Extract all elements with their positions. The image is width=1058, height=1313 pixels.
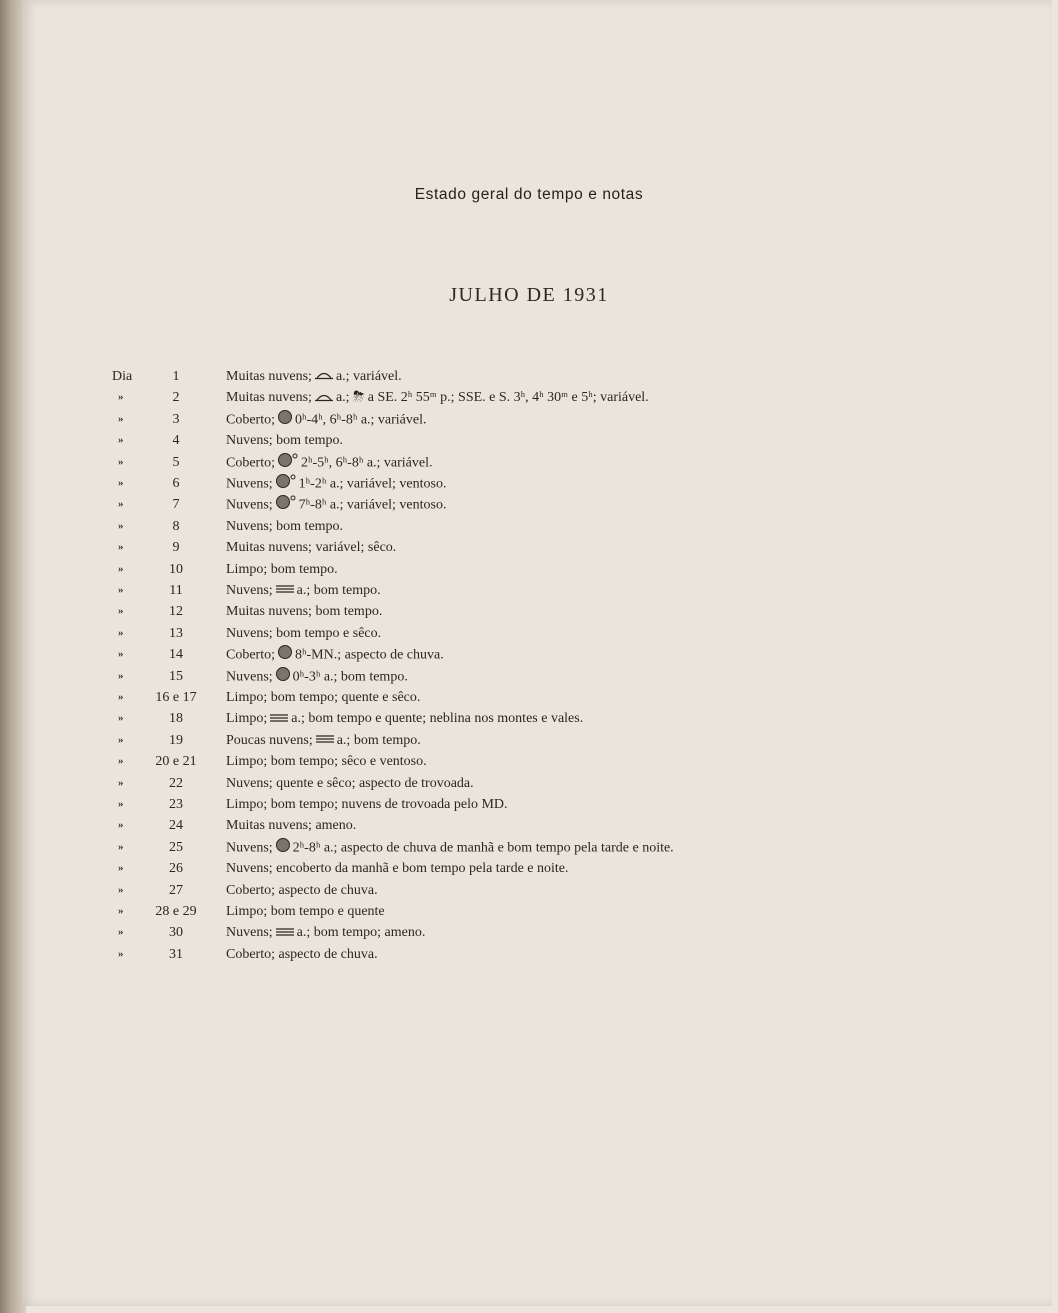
day-number: 13 — [169, 625, 183, 641]
note-text: Nuvens; — [226, 669, 273, 685]
table-row — [0, 837, 1000, 858]
ditto-mark: » — [118, 434, 124, 447]
table-row — [0, 687, 1000, 708]
table-row — [0, 494, 1000, 515]
weather-note — [226, 387, 649, 408]
ditto-mark: » — [118, 477, 124, 489]
day-number: 10 — [169, 561, 183, 577]
note-text: Limpo; bom tempo; nuvens de trovoada pelo MD. — [226, 797, 508, 812]
table-row — [0, 794, 1000, 815]
ditto-mark: » — [118, 733, 124, 746]
note-text: Nuvens; encoberto da manhã e bom tempo pela tarde e noite. — [226, 861, 569, 877]
ditto-mark: » — [118, 840, 124, 853]
weather-note — [226, 366, 402, 387]
ditto-mark: » — [118, 947, 124, 960]
weather-note — [226, 559, 338, 580]
ditto-mark: » — [118, 755, 124, 768]
day-number: 12 — [169, 604, 183, 620]
table-row — [0, 601, 1000, 622]
note-text: Limpo; bom tempo; quente e sêco. — [226, 690, 421, 705]
note-text: Coberto; — [226, 455, 275, 471]
note-text: Poucas nuvens; — [226, 732, 313, 748]
table-row — [0, 537, 1000, 558]
day-number: 27 — [169, 882, 183, 898]
ditto-mark: » — [118, 626, 124, 639]
note-text-after-symbol: a.; bom tempo. — [336, 732, 421, 748]
weather-note — [226, 858, 569, 879]
table-row — [0, 773, 1000, 794]
note-text-after-symbol: 2ʰ-5ʰ, 6ʰ-8ʰ a.; variável. — [301, 455, 433, 471]
day-number: 23 — [169, 797, 183, 812]
ditto-mark: » — [118, 605, 124, 618]
ditto-mark: » — [118, 584, 124, 596]
weather-note — [226, 880, 378, 901]
weather-note — [226, 537, 396, 558]
day-number: 5 — [172, 454, 180, 470]
day-number: 28 e 29 — [155, 904, 197, 919]
ditto-mark: » — [118, 541, 124, 554]
note-text-after-symbol: 8ʰ-MN.; aspecto de chuva. — [295, 647, 444, 663]
ditto-mark: » — [118, 648, 124, 661]
ditto-mark: » — [118, 391, 124, 404]
table-row — [0, 623, 1000, 644]
note-text-after-symbol: a.; bom tempo; ameno. — [296, 925, 426, 941]
note-text-after-symbol: 2ʰ-8ʰ a.; aspecto de chuva de manhã e bom tempo pela tarde e noite. — [292, 840, 674, 856]
note-text: Nuvens; — [226, 840, 273, 856]
table-row — [0, 708, 1000, 729]
day-number: 4 — [172, 433, 180, 449]
weather-note — [226, 452, 433, 475]
table-row — [0, 387, 1000, 408]
dew-icon — [314, 388, 334, 409]
weather-note — [226, 409, 427, 432]
overcast-icon — [277, 644, 293, 667]
day-number: 8 — [172, 518, 180, 534]
day-number: 7 — [172, 497, 180, 513]
day-number: 3 — [172, 411, 180, 427]
weather-note — [226, 516, 343, 537]
note-text-after-symbol: 7ʰ-8ʰ a.; variável; ventoso. — [298, 498, 447, 514]
day-number: 1 — [172, 369, 180, 384]
table-row — [0, 516, 1000, 537]
ditto-mark: » — [118, 862, 124, 875]
note-text: Nuvens; — [226, 476, 273, 492]
weather-note — [226, 922, 425, 943]
day-number: 6 — [172, 476, 180, 491]
day-number: 11 — [169, 583, 183, 598]
overcast-icon — [275, 837, 291, 860]
weather-note — [226, 666, 408, 689]
note-text: Coberto; — [226, 647, 275, 663]
day-number: 24 — [169, 818, 183, 834]
day-number: 16 e 17 — [155, 690, 197, 705]
day-number: 2 — [172, 390, 180, 406]
day-number: 26 — [169, 861, 183, 877]
note-text-after-symbol: 1ʰ-2ʰ a.; variável; ventoso. — [298, 476, 447, 492]
ditto-mark: » — [118, 455, 124, 468]
table-row — [0, 666, 1000, 687]
table-row — [0, 644, 1000, 665]
note-text: Nuvens; bom tempo. — [226, 518, 344, 534]
table-row — [0, 580, 1000, 601]
table-row — [0, 430, 1000, 451]
note-text: Limpo; bom tempo; sêco e ventoso. — [226, 754, 427, 770]
day-number: 14 — [169, 647, 183, 663]
ditto-mark: » — [118, 926, 124, 939]
note-text: Nuvens; bom tempo e sêco. — [226, 625, 382, 641]
overcast-0-icon — [277, 452, 299, 475]
weather-note — [226, 580, 381, 601]
note-text: Nuvens; bom tempo. — [226, 433, 344, 449]
page-title: Estado geral do tempo e notas — [414, 186, 644, 203]
ditto-mark: » — [118, 712, 124, 725]
month-heading: JULHO DE 1931 — [449, 284, 609, 306]
fog-icon — [275, 580, 295, 601]
weather-note — [226, 644, 444, 667]
weather-note — [226, 430, 343, 451]
weather-note — [226, 901, 385, 922]
note-text: Muitas nuvens; — [226, 369, 312, 384]
day-number: 31 — [169, 946, 183, 962]
note-text-after-symbol: a.; variável. — [335, 369, 402, 384]
table-row — [0, 473, 1000, 494]
note-text: Nuvens; quente e sêco; aspecto de trovoada. — [226, 775, 474, 791]
table-row — [0, 901, 1000, 922]
weather-note — [226, 773, 474, 794]
day-number: 9 — [172, 540, 180, 556]
overcast-0-icon — [275, 494, 297, 517]
weather-note — [226, 623, 381, 644]
note-text: Limpo; bom tempo. — [226, 561, 338, 577]
overcast-0-icon — [275, 473, 297, 496]
note-text: Coberto; aspecto de chuva. — [226, 946, 378, 962]
weather-note — [226, 687, 420, 708]
overcast-icon — [275, 666, 291, 689]
table-row — [0, 366, 1000, 387]
weather-note — [226, 730, 421, 751]
fog-icon — [269, 709, 289, 730]
table-row — [0, 858, 1000, 879]
note-text: Limpo; — [226, 711, 268, 727]
day-number: 20 e 21 — [155, 754, 197, 770]
note-text-after-symbol: a.; bom tempo e quente; neblina nos montes e vales. — [291, 711, 584, 727]
note-text-after-symbol: a.; ⛈ a SE. 2ʰ 55ᵐ p.; SSE. e S. 3ʰ, 4ʰ 30ᵐ e 5ʰ; variável. — [335, 390, 649, 406]
day-number: 18 — [169, 711, 183, 727]
ditto-mark: » — [118, 562, 124, 575]
table-row — [0, 815, 1000, 836]
table-row — [0, 409, 1000, 430]
dew-icon — [314, 366, 334, 387]
overcast-icon — [277, 409, 293, 432]
note-text-after-symbol: a.; bom tempo. — [296, 583, 381, 598]
table-row — [0, 880, 1000, 901]
day-number: 25 — [169, 839, 183, 855]
day-number: 30 — [169, 925, 183, 941]
weather-note — [226, 494, 446, 517]
ditto-mark: » — [118, 412, 124, 425]
table-row — [0, 922, 1000, 943]
weather-note — [226, 837, 674, 860]
note-text: Nuvens; — [226, 925, 273, 941]
table-row — [0, 559, 1000, 580]
note-text-after-symbol: 0ʰ-3ʰ a.; bom tempo. — [292, 669, 408, 685]
ditto-mark: » — [118, 519, 124, 532]
ditto-mark: » — [118, 905, 124, 917]
ditto-mark: » — [118, 498, 124, 511]
table-row — [0, 944, 1000, 965]
note-text: Nuvens; — [226, 583, 273, 598]
weather-note — [226, 794, 508, 815]
note-text: Muitas nuvens; variável; sêco. — [226, 540, 397, 556]
table-row — [0, 452, 1000, 473]
dia-label: Dia — [112, 369, 133, 384]
note-text: Muitas nuvens; ameno. — [226, 818, 357, 834]
note-text: Limpo; bom tempo e quente — [226, 904, 385, 919]
day-number: 19 — [169, 732, 183, 748]
ditto-mark: » — [118, 798, 124, 810]
weather-note — [226, 815, 356, 836]
weather-note — [226, 751, 427, 772]
ditto-mark: » — [118, 819, 124, 832]
fog-icon — [275, 923, 295, 944]
note-text-after-symbol: 0ʰ-4ʰ, 6ʰ-8ʰ a.; variável. — [295, 412, 427, 428]
table-row — [0, 751, 1000, 772]
ditto-mark: » — [118, 691, 124, 703]
note-text: Coberto; — [226, 412, 275, 428]
day-number: 22 — [169, 775, 183, 791]
note-text: Muitas nuvens; — [226, 390, 312, 406]
ditto-mark: » — [118, 669, 124, 682]
note-text: Coberto; aspecto de chuva. — [226, 882, 378, 898]
weather-note — [226, 708, 583, 729]
ditto-mark: » — [118, 883, 124, 896]
note-text: Nuvens; — [226, 498, 273, 514]
ditto-mark: » — [118, 776, 124, 789]
fog-icon — [315, 730, 335, 751]
day-number: 15 — [169, 668, 183, 684]
weather-note — [226, 944, 378, 965]
weather-note — [226, 473, 446, 496]
note-text: Muitas nuvens; bom tempo. — [226, 604, 383, 620]
weather-note — [226, 601, 382, 622]
table-row — [0, 730, 1000, 751]
